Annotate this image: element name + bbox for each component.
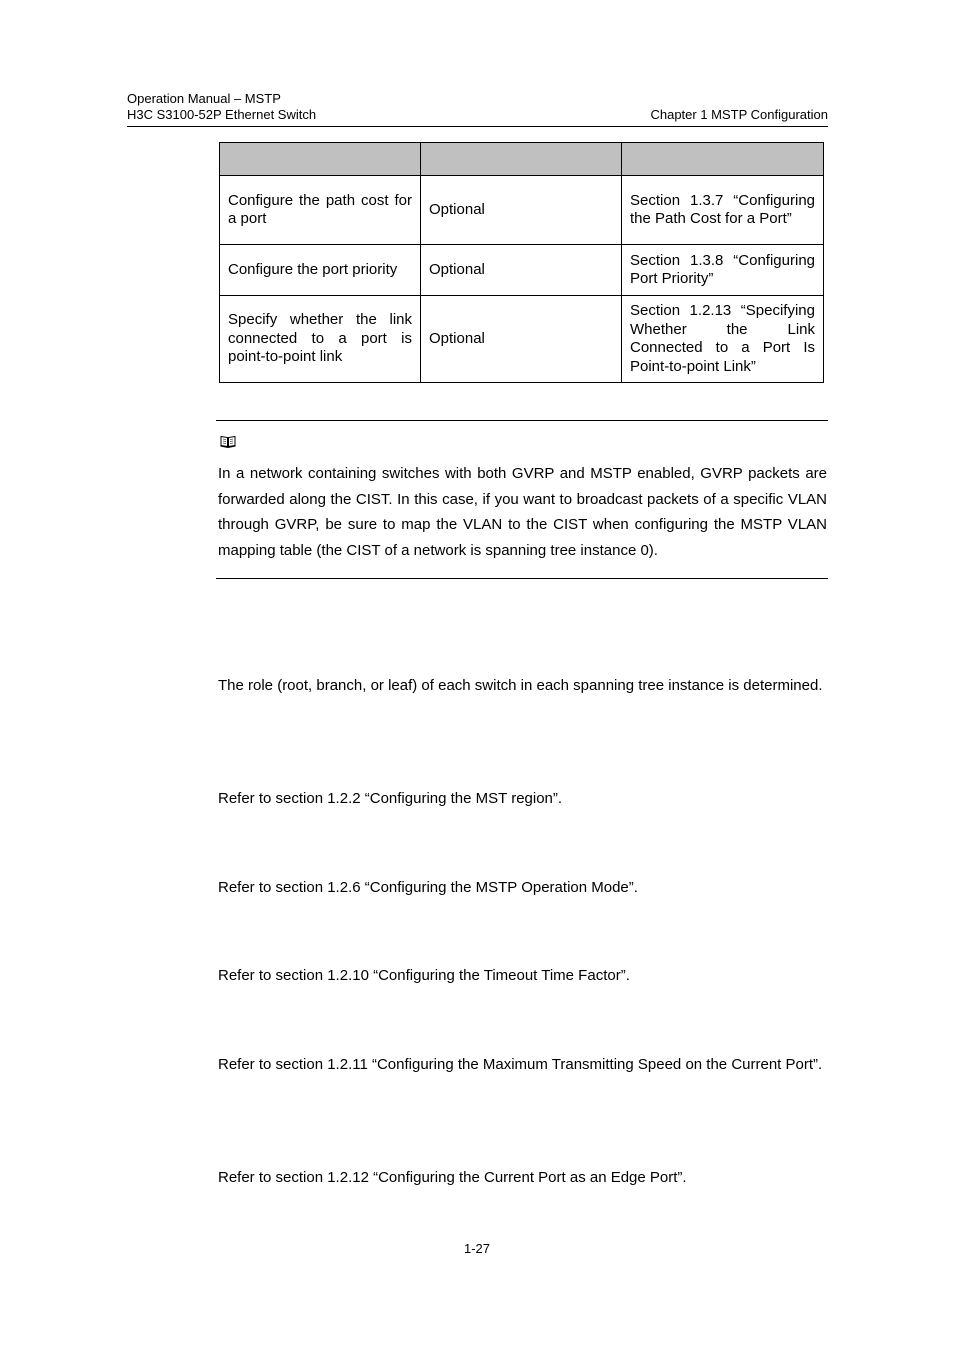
reference-mst-region: Refer to section 1.2.2 “Configuring the MST region”. (218, 790, 563, 807)
prerequisite-paragraph: The role (root, branch, or leaf) of each switch in each spanning tree instance is determined. (218, 677, 823, 694)
table-header-cell (421, 143, 622, 176)
table-header-cell (622, 143, 824, 176)
reference-cell: Section 1.3.7 “Configuring the Path Cost for a Port” (622, 176, 824, 245)
table-row (220, 245, 824, 296)
header-left (127, 91, 316, 123)
chapter-title: Chapter 1 MSTP Configuration (650, 107, 828, 122)
reference-operation-mode: Refer to section 1.2.6 “Configuring the MSTP Operation Mode”. (218, 879, 638, 896)
table-row (220, 176, 824, 245)
table-header-row (220, 143, 824, 176)
page-header (127, 90, 828, 127)
reference-cell: Section 1.3.8 “Configuring Port Priority” (622, 245, 824, 296)
requirement-cell: Optional (421, 245, 622, 296)
note-box (216, 420, 828, 579)
reference-edge-port: Refer to section 1.2.12 “Configuring the Current Port as an Edge Port”. (218, 1169, 687, 1186)
note-text: In a network containing switches with both GVRP and MSTP enabled, GVRP packets are forwarded along the CIST. In this case, if you want to broadcast packets of a specific VLAN through GVRP, be sure to map the VLAN to the CIST when configuring the MSTP VLAN mapping table (the CIST of a network is spanning tree instance 0). (218, 465, 827, 559)
manual-title: Operation Manual – MSTP (127, 91, 281, 106)
configuration-task-table (219, 142, 824, 383)
reference-cell: Section 1.2.13 “Specifying Whether the Link Connected to a Port Is Point-to-point Link” (622, 296, 824, 383)
reference-timeout-factor: Refer to section 1.2.10 “Configuring the Timeout Time Factor”. (218, 967, 630, 984)
task-cell: Configure the port priority (220, 245, 421, 296)
table-row (220, 296, 824, 383)
book-icon (220, 435, 236, 448)
task-cell: Specify whether the link connected to a port is point-to-point link (220, 296, 421, 383)
table-header-cell (220, 143, 421, 176)
product-name: H3C S3100-52P Ethernet Switch (127, 107, 317, 122)
page-number: 1-27 (463, 1241, 491, 1256)
task-cell: Configure the path cost for a port (220, 176, 421, 245)
requirement-cell: Optional (421, 176, 622, 245)
reference-max-transmit-speed: Refer to section 1.2.11 “Configuring the Maximum Transmitting Speed on the Current Port”. (218, 1056, 823, 1073)
requirement-cell: Optional (421, 296, 622, 383)
